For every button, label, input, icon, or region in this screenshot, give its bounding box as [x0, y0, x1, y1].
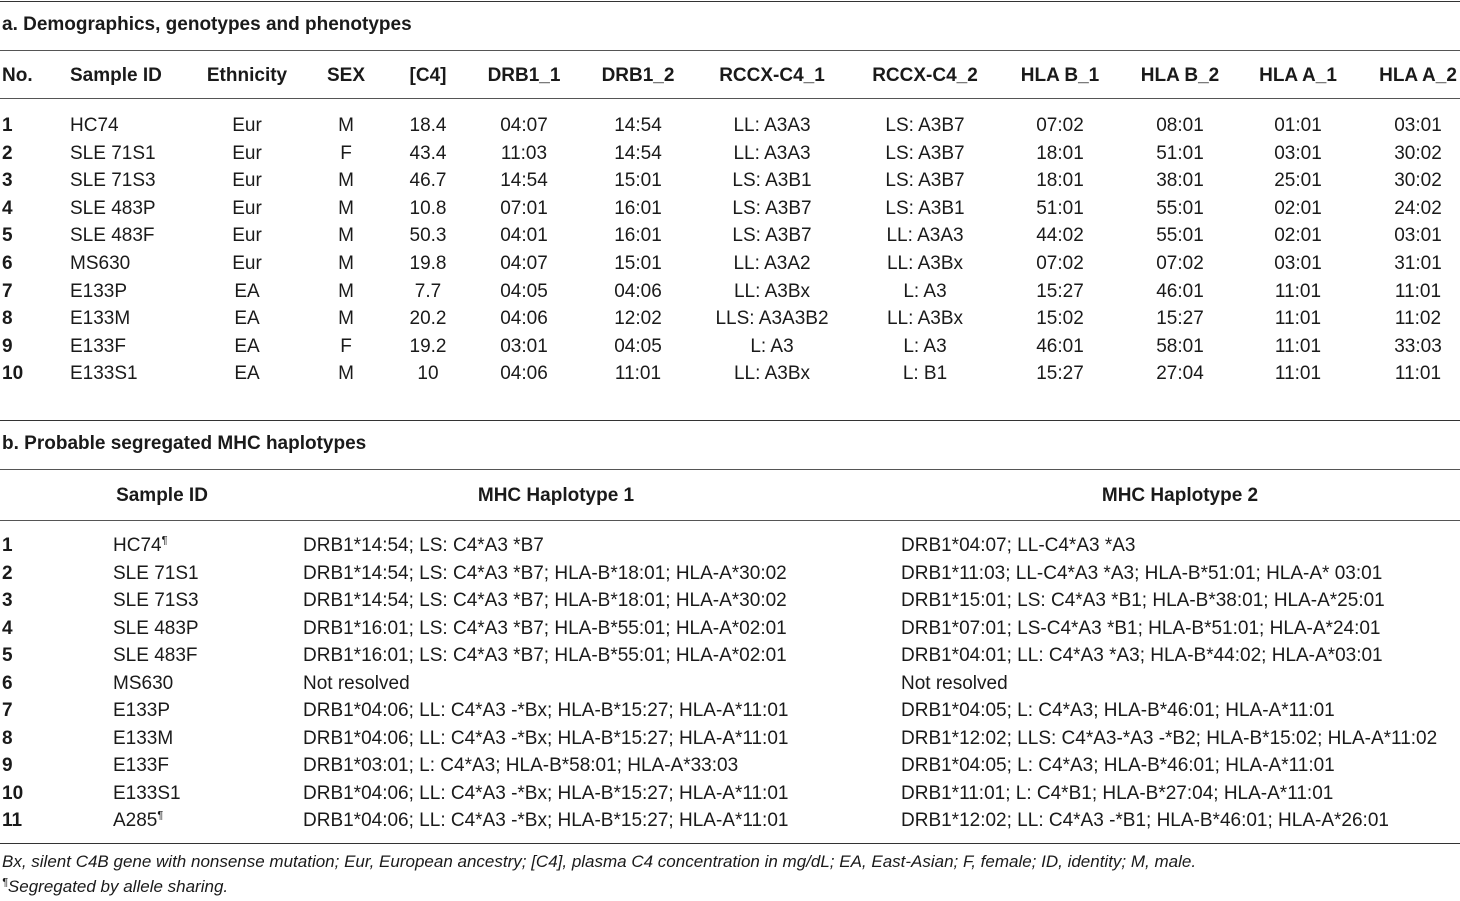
cell-ethnicity: Eur: [232, 197, 262, 219]
cell-drb1-2: 04:06: [614, 280, 662, 302]
section-b-header-rule: [0, 520, 1460, 521]
cell-sex: M: [338, 308, 354, 330]
cell-sex: F: [340, 142, 352, 164]
cell-no: 3: [2, 170, 13, 192]
cell-hla-a-2: 03:01: [1394, 115, 1442, 136]
cell-drb1-1: 04:06: [500, 308, 548, 330]
header-ethnicity: Ethnicity: [206, 65, 288, 86]
cell-sample-id: [113, 642, 198, 669]
cell-hla-a-2: 03:01: [1394, 225, 1442, 247]
cell-sample-id: SLE 71S1: [70, 142, 156, 164]
cell-mhc-haplotype-2: DRB1*12:02; LL: C4*A3 -*B1; HLA-B*46:01; HLA-A*26:01: [901, 810, 1389, 831]
cell-drb1-1: 04:07: [500, 253, 548, 274]
cell-hla-a-1: 01:01: [1274, 115, 1322, 136]
cell-mhc-haplotype-1: DRB1*16:01; LS: C4*A3 *B7; HLA-B*55:01; HLA-A*02:01: [303, 617, 787, 639]
pilcrow-mark: ¶: [157, 809, 164, 822]
cell-ethnicity: EA: [234, 335, 260, 357]
cell-ethnicity: Eur: [232, 115, 262, 136]
table-row: [0, 725, 1460, 752]
section-a-header-rule: [0, 98, 1460, 99]
cell-hla-a-1: 11:01: [1274, 308, 1322, 330]
cell-c4: 43.4: [409, 142, 447, 164]
cell-sample-id: E133P: [70, 280, 128, 302]
cell-rccx-c4-1: LL: A3Bx: [733, 363, 811, 385]
cell-mhc-haplotype-2: Not resolved: [901, 672, 1008, 694]
footnote-segregated: [2, 877, 228, 897]
cell-mhc-haplotype-2: DRB1*04:05; L: C4*A3; HLA-B*46:01; HLA-A*11:01: [901, 700, 1335, 721]
cell-hla-a-2: 24:02: [1394, 197, 1442, 219]
header-drb1-2: DRB1_2: [601, 65, 675, 86]
header-c4: [C4]: [409, 65, 447, 86]
table-row: [0, 333, 1460, 360]
cell-drb1-2: 15:01: [614, 253, 662, 274]
cell-hla-a-1: 11:01: [1274, 363, 1322, 385]
section-a-header-row: [0, 62, 1460, 89]
cell-sample-id: [113, 615, 199, 642]
cell-sample-id: [113, 670, 173, 697]
cell-hla-a-2: 11:01: [1394, 363, 1442, 385]
cell-drb1-1: 04:01: [500, 225, 548, 247]
cell-no: 8: [2, 727, 13, 749]
table-row: [0, 642, 1460, 669]
cell-c4: 18.4: [409, 115, 447, 136]
pilcrow-mark: ¶: [161, 534, 168, 547]
cell-mhc-haplotype-2: DRB1*11:01; L: C4*B1; HLA-B*27:04; HLA-A*11:01: [901, 782, 1334, 804]
sample-id-text: A285: [113, 810, 158, 831]
cell-hla-a-2: 31:01: [1394, 253, 1442, 274]
cell-no: 9: [2, 755, 13, 776]
cell-hla-a-2: 11:02: [1394, 308, 1442, 330]
cell-ethnicity: Eur: [232, 170, 262, 192]
cell-mhc-haplotype-1: DRB1*04:06; LL: C4*A3 -*Bx; HLA-B*15:27; HLA-A*11:01: [303, 782, 789, 804]
section-b-title: b. Probable segregated MHC haplotypes: [2, 433, 367, 454]
table-row: [0, 305, 1460, 332]
table-row: [0, 807, 1460, 834]
cell-drb1-2: 04:05: [614, 335, 662, 357]
cell-no: 3: [2, 590, 13, 611]
cell-hla-a-1: 03:01: [1274, 142, 1322, 164]
cell-sample-id: SLE 483P: [70, 197, 156, 219]
cell-rccx-c4-2: LL: A3A3: [886, 225, 964, 247]
cell-drb1-2: 14:54: [614, 115, 662, 136]
cell-mhc-haplotype-2: DRB1*04:07; LL-C4*A3 *A3: [901, 535, 1136, 556]
cell-sample-id: E133F: [70, 335, 126, 357]
cell-hla-b-2: 46:01: [1156, 280, 1204, 302]
cell-hla-a-1: 03:01: [1274, 253, 1322, 274]
cell-no: 11: [2, 810, 23, 831]
top-rule: [0, 1, 1460, 2]
section-b-title-rule: [0, 469, 1460, 470]
cell-no: 8: [2, 308, 13, 330]
section-a-title: a. Demographics, genotypes and phenotypes: [2, 14, 412, 35]
cell-no: 10: [2, 363, 24, 385]
cell-rccx-c4-1: LS: A3B7: [732, 225, 812, 247]
cell-sex: M: [338, 115, 354, 136]
cell-sample-id: SLE 71S3: [70, 170, 156, 192]
cell-mhc-haplotype-1: DRB1*14:54; LS: C4*A3 *B7: [303, 535, 544, 556]
cell-hla-a-1: 02:01: [1274, 197, 1322, 219]
cell-rccx-c4-1: LS: A3B7: [732, 197, 812, 219]
cell-rccx-c4-1: LLS: A3A3B2: [715, 308, 829, 330]
table-row: [0, 780, 1460, 807]
cell-mhc-haplotype-2: DRB1*04:01; LL: C4*A3 *A3; HLA-B*44:02; HLA-A*03:01: [901, 645, 1383, 666]
cell-drb1-2: 15:01: [614, 170, 662, 192]
cell-drb1-2: 16:01: [614, 225, 662, 247]
cell-drb1-1: 11:03: [500, 142, 548, 164]
cell-no: 9: [2, 335, 13, 357]
cell-mhc-haplotype-2: DRB1*12:02; LLS: C4*A3-*A3 -*B2; HLA-B*15:02; HLA-A*11:02: [901, 727, 1438, 749]
cell-hla-a-1: 02:01: [1274, 225, 1322, 247]
cell-drb1-1: 14:54: [500, 170, 548, 192]
sample-id-text: SLE 483F: [113, 645, 198, 666]
cell-rccx-c4-1: LL: A3A3: [733, 115, 811, 136]
header-mhc-haplotype-2: MHC Haplotype 2: [1101, 485, 1259, 506]
cell-c4: 46.7: [409, 170, 447, 192]
cell-hla-a-1: 11:01: [1274, 280, 1322, 302]
cell-sample-id: [113, 587, 199, 614]
table-row: [0, 752, 1460, 779]
cell-hla-b-2: 08:01: [1156, 115, 1204, 136]
cell-sample-id: E133M: [70, 308, 131, 330]
cell-hla-b-1: 07:02: [1036, 253, 1084, 274]
cell-ethnicity: Eur: [232, 253, 262, 274]
cell-sex: M: [338, 197, 354, 219]
cell-c4: 19.8: [409, 253, 447, 274]
cell-no: 2: [2, 142, 13, 164]
cell-rccx-c4-2: LS: A3B7: [885, 142, 965, 164]
sample-id-text: SLE 71S3: [113, 590, 199, 611]
cell-no: 7: [2, 280, 13, 302]
cell-hla-b-1: 46:01: [1036, 335, 1084, 357]
cell-hla-b-1: 51:01: [1036, 197, 1084, 219]
cell-drb1-2: 14:54: [614, 142, 662, 164]
cell-mhc-haplotype-1: DRB1*14:54; LS: C4*A3 *B7; HLA-B*18:01; HLA-A*30:02: [303, 562, 787, 584]
cell-hla-a-1: 25:01: [1274, 170, 1322, 192]
cell-c4: 50.3: [409, 225, 447, 247]
cell-c4: 19.2: [409, 335, 447, 357]
cell-mhc-haplotype-1: Not resolved: [303, 672, 410, 694]
cell-sample-id: HC74: [70, 115, 119, 136]
footnote-segregated-text: Segregated by allele sharing.: [7, 877, 229, 896]
cell-sample-id: [113, 560, 199, 587]
cell-mhc-haplotype-1: DRB1*14:54; LS: C4*A3 *B7; HLA-B*18:01; HLA-A*30:02: [303, 590, 787, 611]
header-hla-b-1: HLA B_1: [1020, 65, 1100, 86]
table-row: [0, 587, 1460, 614]
header-sample-id: Sample ID: [116, 485, 208, 506]
cell-sample-id: [113, 752, 169, 779]
cell-mhc-haplotype-1: DRB1*04:06; LL: C4*A3 -*Bx; HLA-B*15:27; HLA-A*11:01: [303, 700, 789, 721]
table-row: [0, 670, 1460, 697]
header-sample-id: Sample ID: [70, 65, 162, 86]
cell-hla-b-2: 58:01: [1156, 335, 1204, 357]
cell-mhc-haplotype-2: DRB1*04:05; L: C4*A3; HLA-B*46:01; HLA-A*11:01: [901, 755, 1335, 776]
cell-rccx-c4-1: L: A3: [750, 335, 794, 357]
sample-id-text: MS630: [113, 672, 174, 694]
cell-hla-b-2: 55:01: [1156, 225, 1204, 247]
table-row: [0, 195, 1460, 222]
cell-no: 10: [2, 782, 24, 804]
cell-hla-b-2: 55:01: [1156, 197, 1204, 219]
footnote-abbreviations: Bx, silent C4B gene with nonsense mutation; Eur, European ancestry; [C4], plasma C4 concentration in mg/dL; EA, East-Asian; F, female; ID, identity; M, male.: [2, 852, 1197, 871]
cell-no: 6: [2, 672, 13, 694]
cell-hla-b-1: 07:02: [1036, 115, 1084, 136]
cell-no: 1: [2, 535, 13, 556]
cell-mhc-haplotype-1: DRB1*03:01; L: C4*A3; HLA-B*58:01; HLA-A*33:03: [303, 755, 739, 776]
cell-sex: M: [338, 280, 354, 302]
cell-hla-b-2: 07:02: [1156, 253, 1204, 274]
cell-rccx-c4-2: L: B1: [902, 363, 948, 385]
cell-no: 1: [2, 115, 13, 136]
cell-drb1-1: 04:07: [500, 115, 548, 136]
table-row: [0, 615, 1460, 642]
cell-mhc-haplotype-1: DRB1*04:06; LL: C4*A3 -*Bx; HLA-B*15:27; HLA-A*11:01: [303, 810, 789, 831]
cell-no: 7: [2, 700, 13, 721]
cell-sample-id: [113, 780, 181, 807]
cell-c4: 10: [417, 363, 439, 385]
cell-c4: 10.8: [409, 197, 447, 219]
cell-drb1-1: 04:06: [500, 363, 548, 385]
cell-no: 5: [2, 645, 13, 666]
cell-sex: F: [340, 335, 352, 357]
cell-sex: M: [338, 225, 354, 247]
cell-ethnicity: Eur: [232, 225, 262, 247]
cell-mhc-haplotype-2: DRB1*15:01; LS: C4*A3 *B1; HLA-B*38:01; HLA-A*25:01: [901, 590, 1385, 611]
table-row: [0, 697, 1460, 724]
cell-rccx-c4-1: LL: A3Bx: [733, 280, 811, 302]
sample-id-text: HC74: [113, 535, 162, 556]
section-b-bottom-rule: [0, 843, 1460, 844]
cell-drb1-2: 11:01: [614, 363, 662, 385]
cell-no: 4: [2, 197, 13, 219]
cell-hla-b-1: 15:27: [1036, 280, 1084, 302]
table-row: [0, 560, 1460, 587]
table-row: [0, 222, 1460, 249]
cell-hla-b-1: 18:01: [1036, 142, 1084, 164]
cell-sample-id: [113, 697, 170, 724]
table-row: [0, 167, 1460, 194]
header-rccx-c4-2: RCCX-C4_2: [872, 65, 978, 86]
cell-hla-a-2: 33:03: [1394, 335, 1442, 357]
header-hla-a-2: HLA A_2: [1379, 65, 1457, 86]
table-row: [0, 532, 1460, 559]
sample-id-text: SLE 71S1: [113, 562, 199, 584]
cell-no: 2: [2, 562, 13, 584]
cell-hla-b-2: 27:04: [1156, 363, 1204, 385]
table-row: [0, 278, 1460, 305]
cell-rccx-c4-1: LS: A3B1: [732, 170, 812, 192]
cell-sample-id: MS630: [70, 253, 131, 274]
cell-rccx-c4-2: L: A3: [903, 335, 947, 357]
table-row: [0, 360, 1460, 387]
cell-rccx-c4-2: L: A3: [903, 280, 947, 302]
cell-rccx-c4-2: LS: A3B7: [885, 115, 965, 136]
cell-rccx-c4-2: LL: A3Bx: [886, 253, 964, 274]
cell-hla-b-1: 15:02: [1036, 308, 1084, 330]
cell-ethnicity: EA: [234, 308, 260, 330]
sample-id-text: E133S1: [113, 782, 181, 804]
table-row: [0, 112, 1460, 139]
cell-sample-id: [113, 725, 173, 752]
cell-drb1-2: 16:01: [614, 197, 662, 219]
cell-rccx-c4-2: LS: A3B7: [885, 170, 965, 192]
cell-mhc-haplotype-2: DRB1*07:01; LS-C4*A3 *B1; HLA-B*51:01; HLA-A*24:01: [901, 617, 1381, 639]
cell-drb1-1: 07:01: [500, 197, 548, 219]
cell-rccx-c4-1: LL: A3A3: [733, 142, 811, 164]
cell-sample-id: SLE 483F: [70, 225, 155, 247]
cell-hla-b-2: 51:01: [1156, 142, 1204, 164]
cell-mhc-haplotype-1: DRB1*16:01; LS: C4*A3 *B7; HLA-B*55:01; HLA-A*02:01: [303, 645, 787, 666]
cell-hla-b-2: 15:27: [1156, 308, 1204, 330]
cell-sex: M: [338, 170, 354, 192]
sample-id-text: SLE 483P: [113, 617, 199, 639]
cell-sample-id: E133S1: [70, 363, 138, 385]
cell-c4: 20.2: [409, 308, 447, 330]
cell-rccx-c4-2: LL: A3Bx: [886, 308, 964, 330]
header-hla-a-1: HLA A_1: [1259, 65, 1337, 86]
header-mhc-haplotype-1: MHC Haplotype 1: [477, 485, 635, 506]
cell-no: 6: [2, 253, 13, 274]
cell-ethnicity: EA: [234, 363, 260, 385]
cell-ethnicity: Eur: [232, 142, 262, 164]
cell-hla-b-1: 18:01: [1036, 170, 1084, 192]
cell-hla-a-2: 30:02: [1394, 142, 1442, 164]
cell-hla-a-2: 11:01: [1394, 280, 1442, 302]
cell-drb1-1: 03:01: [500, 335, 548, 357]
cell-hla-a-1: 11:01: [1274, 335, 1322, 357]
cell-mhc-haplotype-1: DRB1*04:06; LL: C4*A3 -*Bx; HLA-B*15:27; HLA-A*11:01: [303, 727, 789, 749]
cell-sample-id: [113, 532, 168, 559]
cell-drb1-2: 12:02: [614, 308, 662, 330]
header-drb1-1: DRB1_1: [487, 65, 561, 86]
cell-drb1-1: 04:05: [500, 280, 548, 302]
section-a-bottom-rule: [0, 420, 1460, 421]
cell-mhc-haplotype-2: DRB1*11:03; LL-C4*A3 *A3; HLA-B*51:01; HLA-A* 03:01: [901, 562, 1383, 584]
cell-no: 4: [2, 617, 13, 639]
cell-hla-a-2: 30:02: [1394, 170, 1442, 192]
section-a-title-rule: [0, 50, 1460, 51]
sample-id-text: E133M: [113, 727, 174, 749]
header-rccx-c4-1: RCCX-C4_1: [719, 65, 825, 86]
section-b-header-row: [0, 482, 1460, 509]
cell-ethnicity: EA: [234, 280, 260, 302]
header-no: No.: [2, 65, 33, 86]
cell-sex: M: [338, 363, 354, 385]
cell-sample-id: [113, 807, 163, 834]
sample-id-text: E133F: [113, 755, 169, 776]
table-row: [0, 250, 1460, 277]
header-hla-b-2: HLA B_2: [1140, 65, 1220, 86]
cell-rccx-c4-1: LL: A3A2: [733, 253, 811, 274]
cell-c4: 7.7: [414, 280, 442, 302]
header-sex: SEX: [326, 65, 366, 86]
pilcrow-mark: ¶: [2, 876, 8, 889]
cell-no: 5: [2, 225, 13, 247]
sample-id-text: E133P: [113, 700, 171, 721]
cell-sex: M: [338, 253, 354, 274]
cell-hla-b-2: 38:01: [1156, 170, 1204, 192]
cell-rccx-c4-2: LS: A3B1: [885, 197, 965, 219]
cell-hla-b-1: 15:27: [1036, 363, 1084, 385]
cell-hla-b-1: 44:02: [1036, 225, 1084, 247]
table-row: [0, 140, 1460, 167]
